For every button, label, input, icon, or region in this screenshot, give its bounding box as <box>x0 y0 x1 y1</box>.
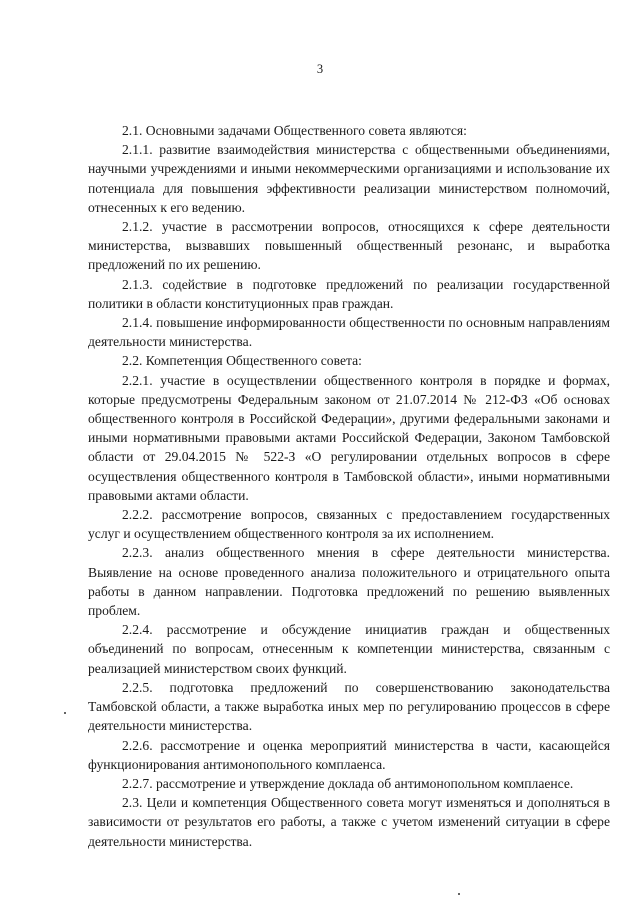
paragraph-2-3: 2.3. Цели и компетенция Общественного совета могут изменяться и дополняться в зависимости от результатов его работы, а также с учетом изменений ситуации в сфере деятельности министерства. <box>88 795 610 849</box>
paragraph-2-2-5: 2.2.5. подготовка предложений по совершенствованию законодательства Тамбовской области, а также выработка иных мер по регулированию процессов в сфере деятельности министерства. <box>88 679 610 734</box>
paragraph-2-1-2: 2.1.2. участие в рассмотрении вопросов, относящихся к сфере деятельности министерства, вызвавших повышенный общественный резонанс, и выработка предложений по их решению. <box>88 219 610 273</box>
paragraph-2-1-3: 2.1.3. содействие в подготовке предложений по реализации государственной политики в области конституционных прав граждан. <box>88 276 610 311</box>
scan-artifact-dot <box>64 712 66 714</box>
paragraph-2-2-4: 2.2.4. рассмотрение и обсуждение инициатив граждан и общественных объединений по вопросам, отнесенным к компетенции министерства, связанным с реализацией министерством своих функций. <box>88 622 610 676</box>
scan-artifact-dot <box>458 893 460 895</box>
paragraph-2-1: 2.1. Основными задачами Общественного совета являются: <box>122 123 467 138</box>
document-body <box>88 121 610 851</box>
paragraph-2-2-2: 2.2.2. рассмотрение вопросов, связанных с предоставлением государственных услуг и осуществлением общественного контроля за их исполнением. <box>88 507 610 542</box>
paragraph-2-2-3: 2.2.3. анализ общественного мнения в сфере деятельности министерства. Выявление на основе проведенного анализа положительного и отрицательного опыта работы в данном направлении. Подготовка предложений по решению выявленных проблем. <box>88 545 610 619</box>
page-number: 3 <box>316 62 324 76</box>
paragraph-2-2-6: 2.2.6. рассмотрение и оценка мероприятий министерства в части, касающейся функционирования антимонопольного комплаенса. <box>88 737 610 772</box>
paragraph-2-2-7: 2.2.7. рассмотрение и утверждение доклада об антимонопольном комплаенсе. <box>122 775 574 791</box>
paragraph-2-1-4: 2.1.4. повышение информированности общественности по основным направлениям деятельности министерства. <box>88 315 610 350</box>
paragraph-2-2-1: 2.2.1. участие в осуществлении общественного контроля в порядке и формах, которые предусмотрены Федеральным законом от 21.07.2014 № 212-ФЗ «Об основах общественного контроля в Российской Федерации», другими федеральными законами и иными нормативными правовыми актами Российской Федерации, Законом Тамбовской области от 29.04.2015 № 522-З «О регулировании отдельных вопросов в сфере осуществления общественного контроля в Тамбовской области», иными нормативными правовыми актами области. <box>88 372 610 503</box>
paragraph-2-2: 2.2. Компетенция Общественного совета: <box>122 353 362 369</box>
paragraph-2-1-1: 2.1.1. развитие взаимодействия министерства с общественными объединениями, научными учреждениями и иными некоммерческими организациями и использование их потенциала для повышения эффективности реализации министерством полномочий, отнесенных к его ведению. <box>88 142 610 215</box>
